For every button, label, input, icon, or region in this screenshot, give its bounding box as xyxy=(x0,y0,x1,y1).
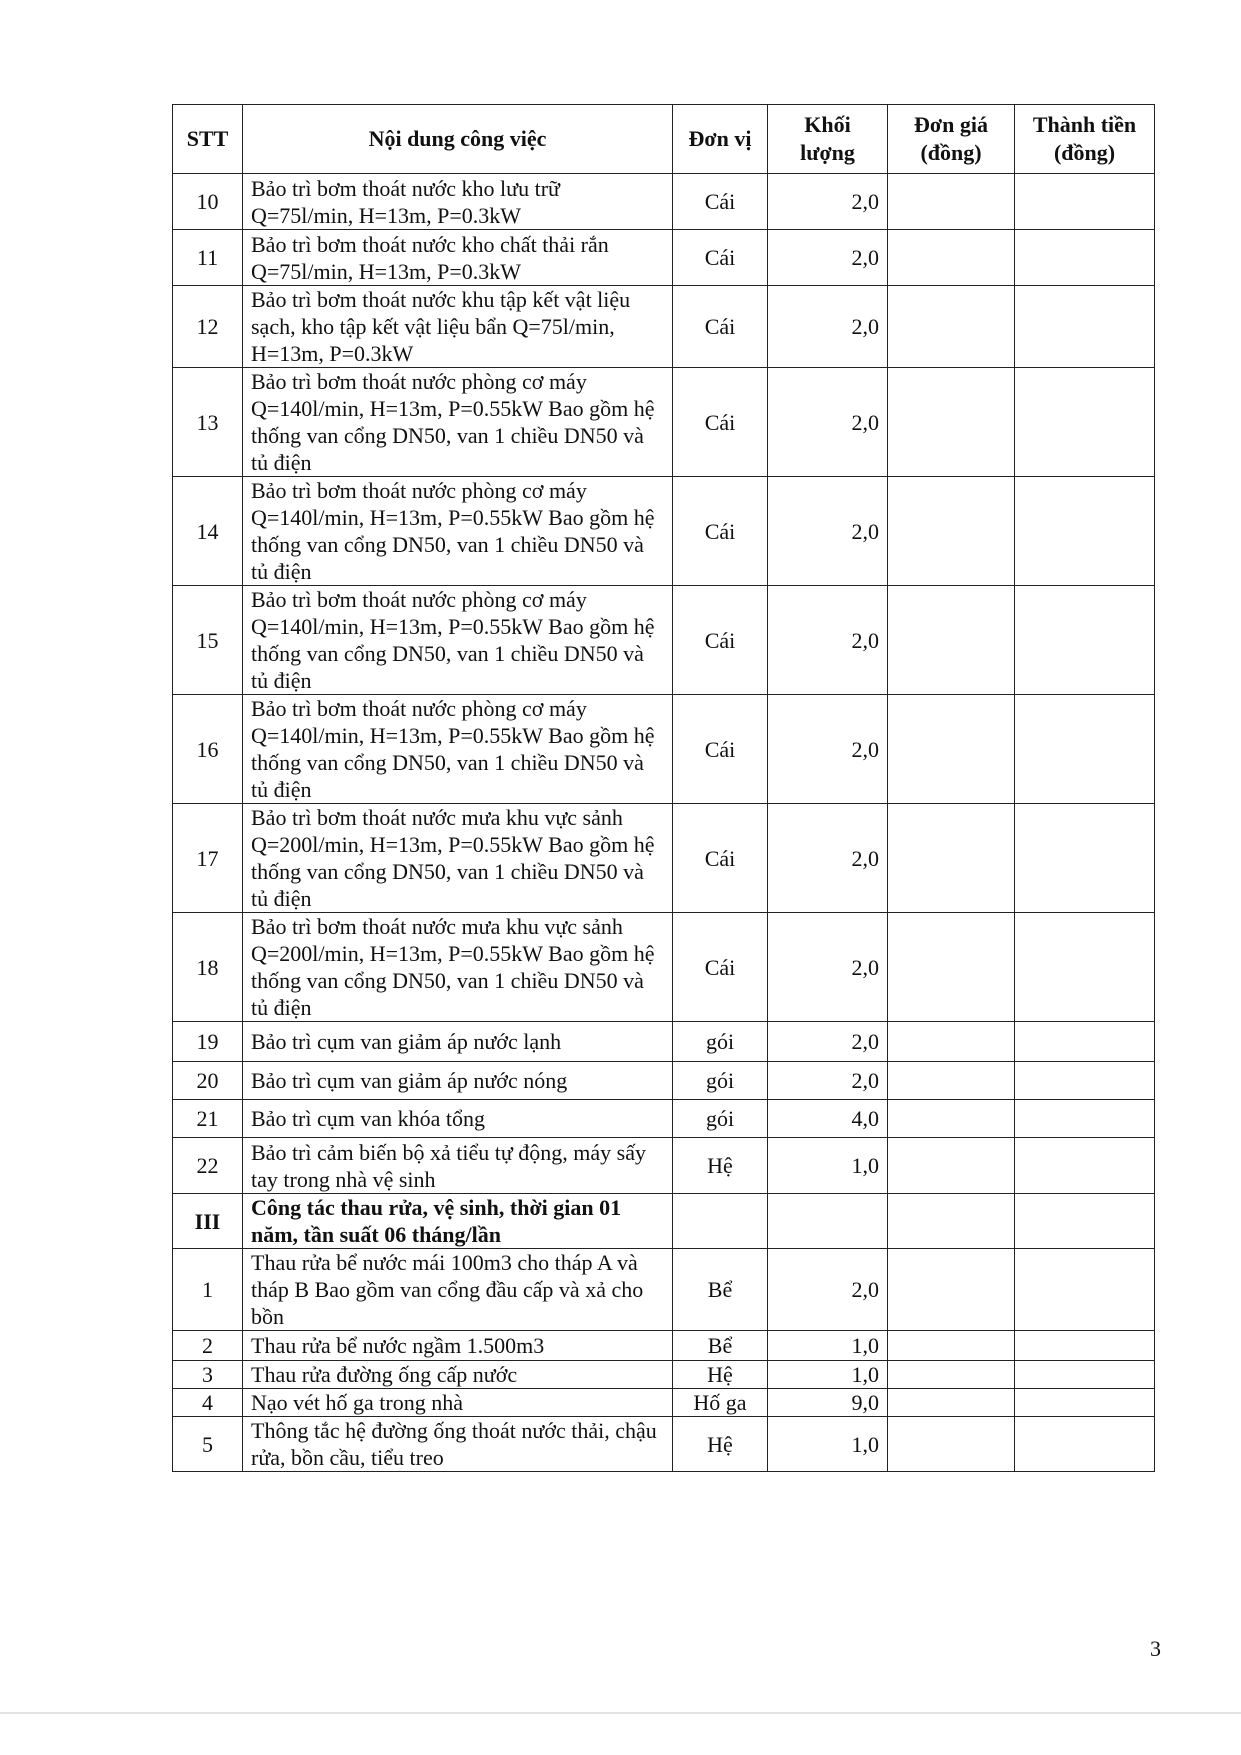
content-cell: Thau rửa bể nước mái 100m3 cho tháp A và tháp B Bao gồm van cổng đầu cấp và xả cho bồn xyxy=(243,1249,673,1331)
content-cell: Bảo trì cụm van giảm áp nước lạnh xyxy=(243,1022,673,1062)
total-cell xyxy=(1015,1417,1155,1472)
unit-cell: Bể xyxy=(673,1331,768,1361)
unit-cell: gói xyxy=(673,1062,768,1100)
unit-price-cell xyxy=(888,1331,1015,1361)
total-cell xyxy=(1015,1062,1155,1100)
unit-price-cell xyxy=(888,174,1015,230)
header-unit: Đơn vị xyxy=(673,105,768,174)
table-row xyxy=(173,1022,1155,1062)
table-row xyxy=(173,1331,1155,1361)
stt-cell: 2 xyxy=(173,1331,243,1361)
table-row xyxy=(173,1417,1155,1472)
unit-cell: Bể xyxy=(673,1249,768,1331)
quantity-cell: 2,0 xyxy=(768,695,888,804)
unit-cell xyxy=(673,1194,768,1249)
unit-cell: Cái xyxy=(673,477,768,586)
content-cell: Thau rửa đường ống cấp nước xyxy=(243,1361,673,1389)
total-cell xyxy=(1015,368,1155,477)
stt-cell: 4 xyxy=(173,1389,243,1417)
content-cell: Bảo trì cụm van khóa tổng xyxy=(243,1100,673,1138)
table-row xyxy=(173,174,1155,230)
unit-cell: gói xyxy=(673,1100,768,1138)
unit-price-cell xyxy=(888,1100,1015,1138)
content-cell: Công tác thau rửa, vệ sinh, thời gian 01 năm, tần suất 06 tháng/lần xyxy=(243,1194,673,1249)
total-cell xyxy=(1015,1361,1155,1389)
table-header-row xyxy=(173,105,1155,174)
stt-cell: 1 xyxy=(173,1249,243,1331)
header-content: Nội dung công việc xyxy=(243,105,673,174)
stt-cell: 11 xyxy=(173,230,243,286)
stt-cell: 13 xyxy=(173,368,243,477)
unit-price-cell xyxy=(888,913,1015,1022)
total-cell xyxy=(1015,286,1155,368)
table-row xyxy=(173,695,1155,804)
unit-price-cell xyxy=(888,1194,1015,1249)
quantity-cell: 1,0 xyxy=(768,1138,888,1194)
content-cell: Bảo trì cảm biến bộ xả tiểu tự động, máy sấy tay trong nhà vệ sinh xyxy=(243,1138,673,1194)
unit-price-cell xyxy=(888,1389,1015,1417)
unit-cell: Hệ xyxy=(673,1417,768,1472)
unit-cell: Cái xyxy=(673,695,768,804)
total-cell xyxy=(1015,695,1155,804)
table-row xyxy=(173,286,1155,368)
stt-cell: 18 xyxy=(173,913,243,1022)
header-unit-price: Đơn giá (đồng) xyxy=(888,105,1015,174)
unit-price-cell xyxy=(888,1361,1015,1389)
content-cell: Bảo trì bơm thoát nước phòng cơ máy Q=140l/min, H=13m, P=0.55kW Bao gồm hệ thống van cổng DN50, van 1 chiều DN50 và tủ điện xyxy=(243,586,673,695)
total-cell xyxy=(1015,477,1155,586)
unit-price-cell xyxy=(888,1249,1015,1331)
unit-cell: Hệ xyxy=(673,1138,768,1194)
table-row xyxy=(173,1100,1155,1138)
unit-price-cell xyxy=(888,586,1015,695)
table-row xyxy=(173,804,1155,913)
unit-cell: Cái xyxy=(673,230,768,286)
total-cell xyxy=(1015,1331,1155,1361)
quantity-cell: 2,0 xyxy=(768,368,888,477)
stt-cell: 21 xyxy=(173,1100,243,1138)
quantity-cell: 2,0 xyxy=(768,913,888,1022)
total-cell xyxy=(1015,804,1155,913)
table-row xyxy=(173,586,1155,695)
total-cell xyxy=(1015,174,1155,230)
stt-cell: 19 xyxy=(173,1022,243,1062)
content-cell: Bảo trì bơm thoát nước phòng cơ máy Q=140l/min, H=13m, P=0.55kW Bao gồm hệ thống van cổng DN50, van 1 chiều DN50 và tủ điện xyxy=(243,368,673,477)
total-cell xyxy=(1015,586,1155,695)
stt-cell: 14 xyxy=(173,477,243,586)
unit-price-cell xyxy=(888,1417,1015,1472)
table-row xyxy=(173,230,1155,286)
unit-cell: Hố ga xyxy=(673,1389,768,1417)
table-body xyxy=(173,174,1155,1472)
total-cell xyxy=(1015,1100,1155,1138)
content-cell: Bảo trì bơm thoát nước phòng cơ máy Q=140l/min, H=13m, P=0.55kW Bao gồm hệ thống van cổng DN50, van 1 chiều DN50 và tủ điện xyxy=(243,477,673,586)
table-row xyxy=(173,1361,1155,1389)
unit-price-cell xyxy=(888,477,1015,586)
unit-cell: Cái xyxy=(673,368,768,477)
quantity-cell xyxy=(768,1194,888,1249)
unit-price-cell xyxy=(888,695,1015,804)
total-cell xyxy=(1015,1194,1155,1249)
quantity-cell: 2,0 xyxy=(768,1022,888,1062)
unit-cell: Hệ xyxy=(673,1361,768,1389)
content-cell: Thau rửa bể nước ngầm 1.500m3 xyxy=(243,1331,673,1361)
unit-cell: Cái xyxy=(673,286,768,368)
table-row xyxy=(173,1389,1155,1417)
quantity-cell: 2,0 xyxy=(768,286,888,368)
quantity-cell: 2,0 xyxy=(768,1062,888,1100)
header-total: Thành tiền (đồng) xyxy=(1015,105,1155,174)
stt-cell: III xyxy=(173,1194,243,1249)
stt-cell: 5 xyxy=(173,1417,243,1472)
quantity-cell: 1,0 xyxy=(768,1417,888,1472)
total-cell xyxy=(1015,230,1155,286)
total-cell xyxy=(1015,1022,1155,1062)
stt-cell: 22 xyxy=(173,1138,243,1194)
quantity-cell: 2,0 xyxy=(768,174,888,230)
table-row xyxy=(173,1138,1155,1194)
stt-cell: 15 xyxy=(173,586,243,695)
unit-price-cell xyxy=(888,1022,1015,1062)
unit-price-cell xyxy=(888,368,1015,477)
content-cell: Bảo trì cụm van giảm áp nước nóng xyxy=(243,1062,673,1100)
quantity-cell: 4,0 xyxy=(768,1100,888,1138)
stt-cell: 3 xyxy=(173,1361,243,1389)
header-stt: STT xyxy=(173,105,243,174)
content-cell: Bảo trì bơm thoát nước phòng cơ máy Q=140l/min, H=13m, P=0.55kW Bao gồm hệ thống van cổng DN50, van 1 chiều DN50 và tủ điện xyxy=(243,695,673,804)
content-cell: Bảo trì bơm thoát nước mưa khu vực sảnh Q=200l/min, H=13m, P=0.55kW Bao gồm hệ thống van cổng DN50, van 1 chiều DN50 và tủ điện xyxy=(243,804,673,913)
content-cell: Bảo trì bơm thoát nước kho chất thải rắn Q=75l/min, H=13m, P=0.3kW xyxy=(243,230,673,286)
section-row xyxy=(173,1194,1155,1249)
bill-of-quantities-table xyxy=(172,104,1155,1472)
quantity-cell: 9,0 xyxy=(768,1389,888,1417)
stt-cell: 16 xyxy=(173,695,243,804)
table-row xyxy=(173,1249,1155,1331)
quantity-cell: 2,0 xyxy=(768,230,888,286)
total-cell xyxy=(1015,1389,1155,1417)
stt-cell: 10 xyxy=(173,174,243,230)
quantity-cell: 1,0 xyxy=(768,1361,888,1389)
stt-cell: 20 xyxy=(173,1062,243,1100)
total-cell xyxy=(1015,913,1155,1022)
content-cell: Nạo vét hố ga trong nhà xyxy=(243,1389,673,1417)
unit-price-cell xyxy=(888,1062,1015,1100)
unit-cell: gói xyxy=(673,1022,768,1062)
header-quantity: Khối lượng xyxy=(768,105,888,174)
table-row xyxy=(173,1062,1155,1100)
content-cell: Thông tắc hệ đường ống thoát nước thải, chậu rửa, bồn cầu, tiểu treo xyxy=(243,1417,673,1472)
quantity-cell: 2,0 xyxy=(768,804,888,913)
unit-price-cell xyxy=(888,230,1015,286)
unit-cell: Cái xyxy=(673,913,768,1022)
table-row xyxy=(173,913,1155,1022)
unit-price-cell xyxy=(888,804,1015,913)
bottom-rule xyxy=(0,1712,1241,1714)
unit-price-cell xyxy=(888,1138,1015,1194)
content-cell: Bảo trì bơm thoát nước khu tập kết vật liệu sạch, kho tập kết vật liệu bẩn Q=75l/min, H=13m, P=0.3kW xyxy=(243,286,673,368)
unit-price-cell xyxy=(888,286,1015,368)
quantity-cell: 1,0 xyxy=(768,1331,888,1361)
total-cell xyxy=(1015,1138,1155,1194)
quantity-cell: 2,0 xyxy=(768,477,888,586)
quantity-cell: 2,0 xyxy=(768,586,888,695)
stt-cell: 17 xyxy=(173,804,243,913)
quantity-cell: 2,0 xyxy=(768,1249,888,1331)
unit-cell: Cái xyxy=(673,804,768,913)
unit-cell: Cái xyxy=(673,586,768,695)
unit-cell: Cái xyxy=(673,174,768,230)
table-row xyxy=(173,368,1155,477)
table-row xyxy=(173,477,1155,586)
content-cell: Bảo trì bơm thoát nước kho lưu trữ Q=75l/min, H=13m, P=0.3kW xyxy=(243,174,673,230)
stt-cell: 12 xyxy=(173,286,243,368)
total-cell xyxy=(1015,1249,1155,1331)
content-cell: Bảo trì bơm thoát nước mưa khu vực sảnh Q=200l/min, H=13m, P=0.55kW Bao gồm hệ thống van cổng DN50, van 1 chiều DN50 và tủ điện xyxy=(243,913,673,1022)
page-number: 3 xyxy=(1150,1636,1161,1661)
